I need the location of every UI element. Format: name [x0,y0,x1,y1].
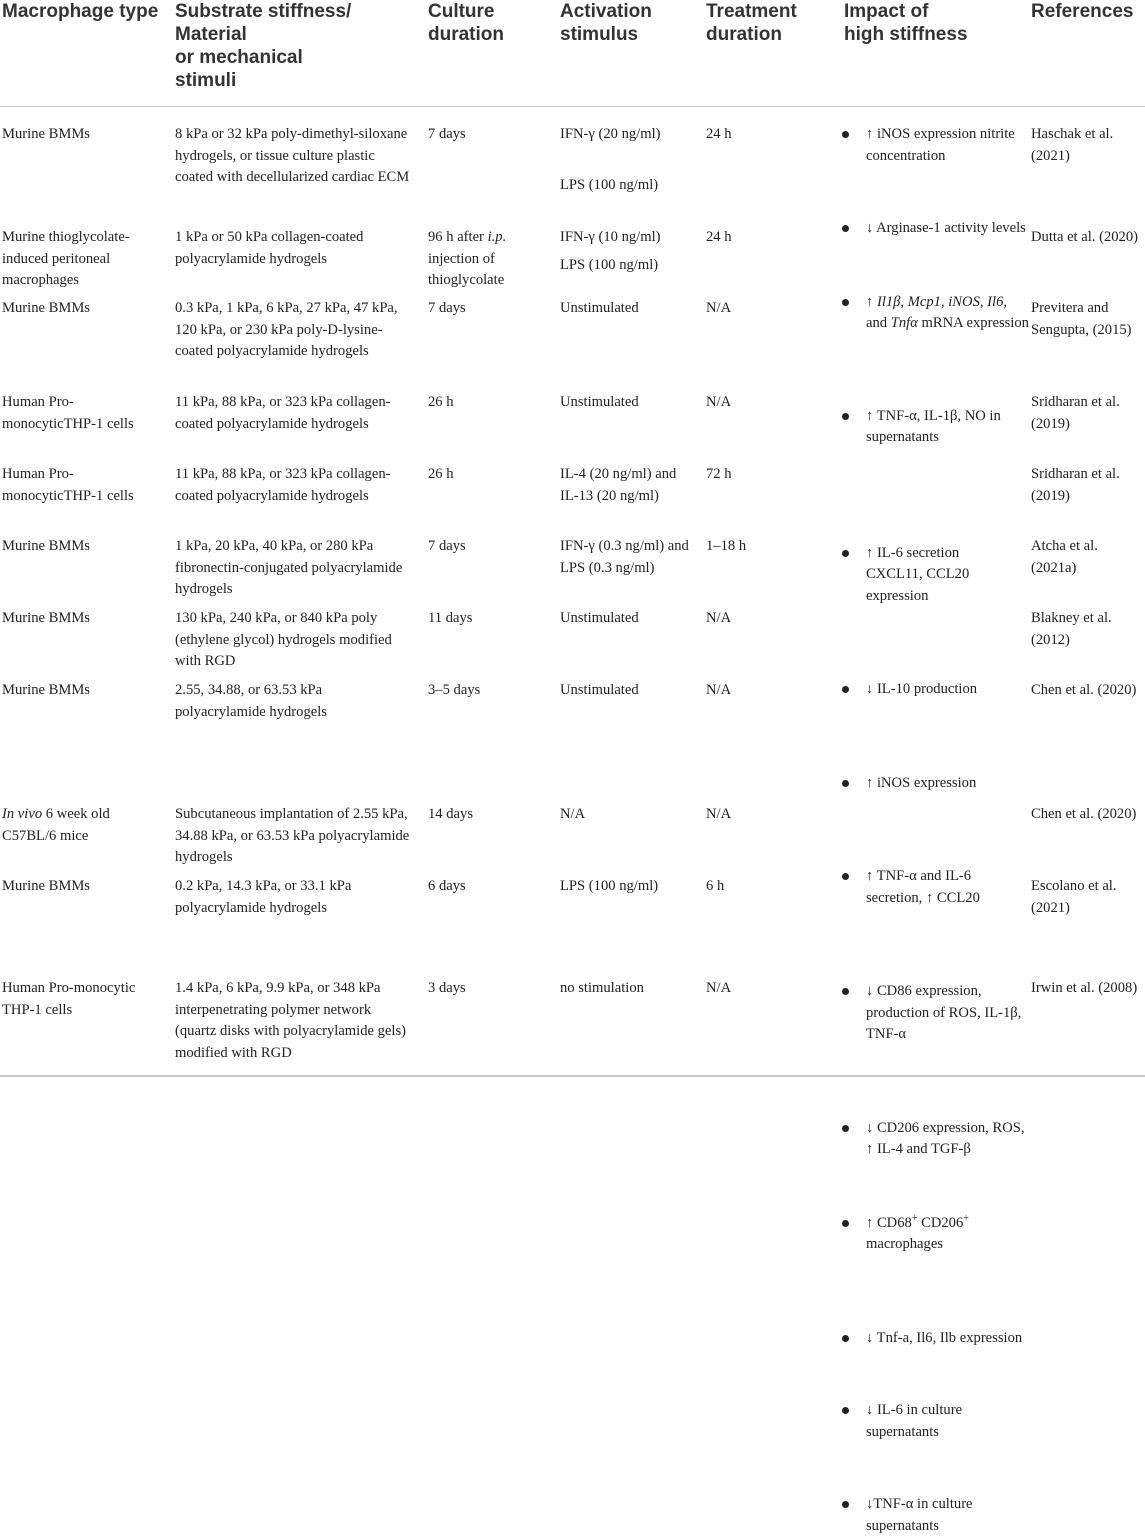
cell-material: 0.2 kPa, 14.3 kPa, or 33.1 kPa polyacrylamide hydrogels [175,878,352,916]
header-line: Treatment [706,1,797,22]
cell-activation: Unstimulated [560,394,639,410]
cell-impact-bullet: ↑ iNOS expression [840,773,1030,795]
header-line: duration [706,24,782,45]
header-line: stimulus [560,24,639,45]
cell-culture: 3 days [428,980,466,996]
cell-impact-bullet: ↓ Tnf-a, Il6, Ilb expression [840,1328,1030,1350]
cell-impact-bullet: ↓ Arginase-1 activity levels [840,218,1030,240]
impact-text: ↑ CD68 [866,1214,912,1231]
cell-material: Subcutaneous implantation of 2.55 kPa, 34.88 kPa, or 63.53 kPa polyacrylamide hydrogels [175,806,410,865]
cell-reference: Haschak et al. (2021) [1031,126,1114,164]
cell-impact-bullet [840,292,1030,335]
header-activation-stimulus [560,0,700,46]
cell-culture: 6 days [428,878,466,894]
cell-activation: IFN-γ (10 ng/ml) [560,229,661,245]
cell-reference: Chen et al. (2020) [1031,682,1137,698]
cell-macrophage: Human Pro-monocyticTHP-1 cells [2,394,134,432]
cell-material: 1 kPa or 50 kPa collagen-coated polyacrylamide hydrogels [175,229,364,267]
cell-treatment: N/A [706,300,732,316]
header-line: Material [175,24,247,45]
cell-treatment: N/A [706,806,732,822]
cell-activation: Unstimulated [560,682,639,698]
macrophage-text: 6 week old C57BL/6 mice [2,806,110,844]
cell-treatment: N/A [706,682,732,698]
impact-text: macrophages [866,1236,943,1252]
cell-material: 0.3 kPa, 1 kPa, 6 kPa, 27 kPa, 47 kPa, 120 kPa, or 230 kPa poly-D-lysine-coated polyacrylamide hydrogels [175,300,398,359]
cell-treatment: N/A [706,610,732,626]
cell-macrophage [2,804,167,847]
cell-material: 8 kPa or 32 kPa poly-dimethyl-siloxane hydrogels, or tissue culture plastic coated with decellularized cardiac ECM [175,126,410,185]
cell-impact-bullet: ↓ IL-10 production [840,679,1030,701]
cell-impact-bullet [840,1213,1030,1256]
cell-impact-bullet: ↓ CD86 expression, production of ROS, IL-1β, TNF-α [840,981,1030,1046]
cell-macrophage: Murine BMMs [2,126,90,142]
cell-culture: 7 days [428,126,466,142]
cell-activation: LPS (100 ng/ml) [560,878,659,894]
cell-reference: Atcha et al. (2021a) [1031,538,1098,576]
header-treatment-duration [706,0,826,46]
impact-text: ↑ [866,293,877,310]
cell-culture: 7 days [428,538,466,554]
cell-reference: Blakney et al. (2012) [1031,610,1112,648]
cell-culture: 26 h [428,394,454,410]
cell-reference: Sridharan et al. (2019) [1031,394,1120,432]
cell-macrophage: Murine BMMs [2,878,90,894]
header-line: Impact of [844,1,929,22]
header-line: Substrate stiffness/ [175,1,352,22]
superscript-plus: + [911,1212,918,1224]
cell-treatment: N/A [706,394,732,410]
header-line: Activation [560,1,652,22]
cell-activation: no stimulation [560,980,644,996]
cell-material: 1.4 kPa, 6 kPa, 9.9 kPa, or 348 kPa interpenetrating polymer network (quartz disks with polyacrylamide gels) modified with RGD [175,980,407,1061]
cell-reference: Chen et al. (2020) [1031,806,1137,822]
cell-impact-bullet: ↓TNF-α in culture supernatants [840,1494,1030,1537]
header-line: duration [428,24,504,45]
table-bottom-rule [0,1075,1145,1077]
header-references: References [1031,1,1134,22]
header-macrophage-type: Macrophage type [2,1,159,22]
cell-impact-bullet: ↑ IL-6 secretion CXCL11, CCL20 expression [840,543,1016,608]
cell-treatment: 1–18 h [706,538,747,554]
header-line: stimuli [175,70,237,91]
impact-text: mRNA expression [917,315,1029,331]
cell-macrophage: Murine BMMs [2,610,90,626]
cell-macrophage: Human Pro-monocyticTHP-1 cells [2,466,134,504]
cell-reference: Sridharan et al. (2019) [1031,466,1120,504]
cell-culture: 14 days [428,806,473,822]
cell-macrophage: Human Pro-monocytic THP-1 cells [2,980,136,1018]
cell-impact-bullet: ↓ CD206 expression, ROS, ↑ IL-4 and TGF-β [840,1118,1030,1161]
cell-treatment: N/A [706,980,732,996]
cell-material: 130 kPa, 240 kPa, or 840 kPa poly (ethylene glycol) hydrogels modified with RGD [175,610,392,669]
cell-material: 11 kPa, 88 kPa, or 323 kPa collagen-coated polyacrylamide hydrogels [175,394,391,432]
header-line: Culture [428,1,495,22]
cell-activation: IFN-γ (20 ng/ml) [560,126,661,142]
cell-treatment: 24 h [706,126,732,142]
cell-impact-bullet: ↑ TNF-α and IL-6 secretion, ↑ CCL20 [840,866,1030,909]
header-culture-duration [428,0,548,46]
cell-culture: 11 days [428,610,473,626]
impact-gene-names: Il1β, Mcp1, iNOS, Il6, [876,293,1008,310]
cell-activation: IL-4 (20 ng/ml) and IL-13 (20 ng/ml) [560,466,677,504]
cell-macrophage: Murine BMMs [2,538,90,554]
superscript-plus: + [963,1212,969,1224]
cell-macrophage: Murine thioglycolate-induced peritoneal macrophages [2,229,130,288]
impact-text: and [866,315,891,331]
cell-activation: Unstimulated [560,610,639,626]
cell-activation: N/A [560,806,586,822]
culture-text: 96 h after [428,229,488,245]
cell-treatment: 24 h [706,229,732,245]
cell-treatment: 6 h [706,878,725,894]
cell-culture [428,227,553,292]
cell-impact-bullet: ↑ iNOS expression nitrite concentration [840,124,1030,167]
header-substrate [175,0,415,92]
cell-material: 11 kPa, 88 kPa, or 323 kPa collagen-coated polyacrylamide hydrogels [175,466,391,504]
header-impact [844,0,1014,46]
cell-macrophage: Murine BMMs [2,682,90,698]
cell-material: 2.55, 34.88, or 63.53 kPa polyacrylamide hydrogels [175,682,327,720]
header-line: high stiffness [844,24,968,45]
cell-activation: Unstimulated [560,300,639,316]
cell-impact-bullet: ↑ TNF-α, IL-1β, NO in supernatants [840,406,1030,449]
cell-material: 1 kPa, 20 kPa, 40 kPa, or 280 kPa fibronectin-conjugated polyacrylamide hydrogels [175,538,403,597]
impact-gene-names: Tnfα [890,315,918,331]
cell-culture: 26 h [428,466,454,482]
cell-culture: 3–5 days [428,682,481,698]
cell-activation: LPS (100 ng/ml) [560,257,659,273]
cell-reference: Escolano et al. (2021) [1031,878,1117,916]
impact-text: CD206 [917,1214,964,1231]
header-divider [0,106,1145,107]
cell-impact-bullet: ↓ IL-6 in culture supernatants [840,1400,1030,1443]
culture-text: injection of thioglycolate [428,250,505,288]
cell-reference: Irwin et al. (2008) [1031,980,1138,996]
cell-reference: Previtera and Sengupta, (2015) [1031,300,1132,338]
cell-activation: LPS (100 ng/ml) [560,177,659,193]
cell-culture: 7 days [428,300,466,316]
header-line: or mechanical [175,47,303,68]
culture-italic-text: i.p. [487,229,507,245]
macrophage-italic-text: In vivo [2,806,43,822]
cell-activation: IFN-γ (0.3 ng/ml) and LPS (0.3 ng/ml) [560,538,689,576]
cell-macrophage: Murine BMMs [2,300,90,316]
cell-treatment: 72 h [706,466,732,482]
cell-reference: Dutta et al. (2020) [1031,229,1138,245]
